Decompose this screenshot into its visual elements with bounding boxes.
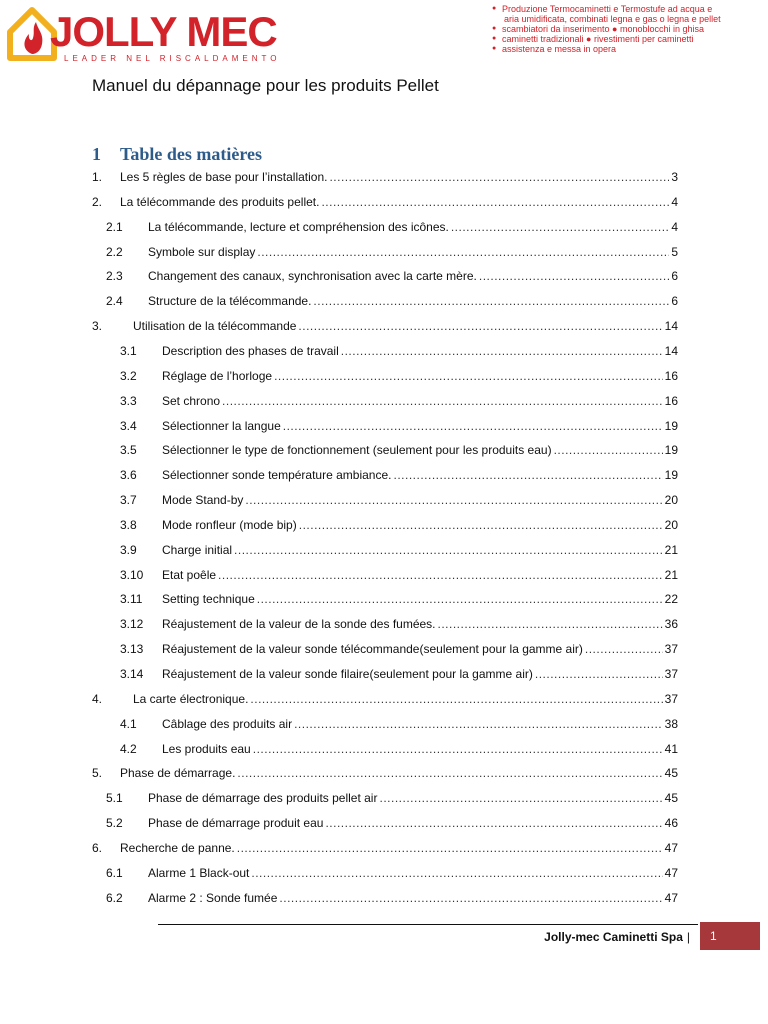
toc-leader-dots [479, 266, 669, 286]
toc-entry[interactable] [92, 689, 678, 709]
toc-entry-title: Symbole sur display [148, 244, 256, 259]
toc-entry-title: Phase de démarrage produit eau [148, 816, 324, 831]
toc-entry-page: 6 [671, 294, 678, 309]
toc-entry[interactable] [120, 341, 678, 361]
toc-entry-number: 2.3 [106, 269, 123, 284]
toc-entry-title: La télécommande, lecture et compréhension des icônes. [148, 219, 449, 234]
toc-leader-dots [222, 391, 663, 411]
toc-entry-page: 16 [664, 368, 678, 383]
toc-entry-title: Réajustement de la valeur de la sonde des fumées. [162, 617, 436, 632]
toc-entry-page: 4 [671, 194, 678, 209]
toc-entry[interactable] [92, 763, 678, 783]
toc-entry-number: 4. [92, 691, 103, 706]
toc-leader-dots [218, 565, 663, 585]
toc-heading-text: Table des matières [120, 144, 262, 164]
header-note: ● assistenza e messa in opera [492, 44, 754, 54]
footer-separator: | [686, 930, 690, 944]
toc-entry-page: 47 [664, 865, 678, 880]
toc-leader-dots [535, 664, 663, 684]
header-note: ● scambiatori da inserimento ● monoblocchi in ghisa [492, 24, 754, 34]
toc-leader-dots [257, 242, 669, 262]
toc-entry[interactable] [120, 366, 678, 386]
toc-entry-number: 2.2 [106, 244, 123, 259]
toc-entry-title: Alarme 1 Black-out [148, 865, 250, 880]
header-note: aria umidificata, combinati legna e gas o legna e pellet [504, 14, 721, 24]
toc-entry[interactable] [106, 242, 678, 262]
toc-entry[interactable] [120, 714, 678, 734]
toc-entry-page: 37 [664, 667, 678, 681]
toc-leader-dots [298, 316, 662, 336]
toc-entry-number: 1. [92, 170, 103, 184]
toc-leader-dots [274, 366, 663, 386]
toc-leader-dots [325, 813, 662, 833]
toc-entry[interactable] [120, 614, 678, 634]
toc-entry-title: Réglage de l’horloge [162, 368, 273, 383]
logo-wordmark: JOLLY MEC [50, 8, 277, 55]
toc-entry-page: 19 [664, 418, 678, 433]
toc-leader-dots [379, 788, 662, 808]
toc-entry[interactable] [120, 515, 678, 535]
footer-company-name: Jolly-mec Caminetti Spa [544, 930, 683, 944]
toc-entry-number: 3.14 [120, 667, 144, 681]
toc-entry[interactable] [92, 167, 678, 187]
toc-entry[interactable] [120, 540, 678, 560]
toc-entry[interactable] [120, 639, 678, 659]
toc-entry-page: 14 [664, 319, 678, 334]
toc-entry[interactable] [106, 888, 678, 908]
toc-entry-page: 37 [664, 642, 678, 657]
toc-leader-dots [250, 689, 662, 709]
toc-entry[interactable] [120, 664, 678, 684]
toc-leader-dots [585, 639, 663, 659]
toc-entry-title: Réajustement de la valeur sonde filaire(seulement pour la gamme air) [162, 667, 533, 681]
toc-entry-number: 3.3 [120, 393, 137, 408]
toc-entry[interactable] [120, 416, 678, 436]
toc-leader-dots [341, 341, 663, 361]
toc-entry-number: 5. [92, 766, 103, 781]
toc-entry-title: Les 5 règles de base pour l’installation. [120, 170, 328, 184]
toc-entry-page: 41 [664, 741, 678, 756]
toc-entry-page: 3 [671, 170, 678, 184]
toc-entry-number: 3.8 [120, 517, 137, 532]
toc-entry-title: Set chrono [162, 393, 221, 408]
toc-entry-title: Phase de démarrage. [120, 766, 236, 781]
toc-entry-page: 22 [664, 592, 678, 607]
toc-entry[interactable] [120, 565, 678, 585]
toc-leader-dots [245, 490, 662, 510]
toc-entry[interactable] [106, 217, 678, 237]
toc-entry-page: 4 [671, 219, 678, 234]
toc-entry-number: 6. [92, 840, 103, 855]
toc-entry-number: 5.1 [106, 791, 123, 806]
toc-entry-page: 37 [664, 691, 678, 706]
toc-entry-number: 3.9 [120, 542, 137, 557]
header-note: ● Produzione Termocaminetti e Termostufe ad acqua e [492, 4, 754, 14]
toc-entry[interactable] [106, 788, 678, 808]
toc-entry[interactable] [106, 266, 678, 286]
page-number-box [700, 922, 760, 950]
toc-entry-page: 20 [664, 517, 678, 532]
toc-entry[interactable] [92, 316, 678, 336]
toc-entry-title: La télécommande des produits pellet. [120, 194, 320, 209]
toc-heading [92, 144, 262, 165]
toc-entry-number: 3.1 [120, 343, 137, 358]
document-title: Manuel du dépannage pour les produits Pellet [92, 76, 439, 95]
toc-entry[interactable] [120, 440, 678, 460]
toc-entry-title: Utilisation de la télécommande [133, 319, 297, 334]
toc-leader-dots [554, 440, 663, 460]
toc-leader-dots [251, 863, 662, 883]
toc-entry-title: Etat poêle [162, 567, 217, 582]
toc-entry-page: 47 [664, 840, 678, 855]
toc-entry[interactable] [92, 838, 678, 858]
toc-entry-page: 19 [664, 443, 678, 458]
toc-entry-page: 14 [664, 343, 678, 358]
toc-leader-dots [438, 614, 663, 634]
toc-leader-dots [329, 167, 669, 187]
toc-entry-number: 5.2 [106, 816, 123, 831]
toc-entry-page: 45 [664, 791, 678, 806]
toc-entry-title: Réajustement de la valeur sonde télécommande(seulement pour la gamme air) [162, 642, 583, 657]
toc-entry[interactable] [92, 192, 678, 212]
toc-entry[interactable] [120, 589, 678, 609]
toc-entry-number: 4.1 [120, 716, 137, 731]
toc-entry-number: 3.2 [120, 368, 137, 383]
toc-entry-title: Les produits eau [162, 741, 251, 756]
toc-entry[interactable] [120, 391, 678, 411]
toc-entry[interactable] [120, 739, 678, 759]
toc-entry-page: 20 [664, 493, 678, 508]
toc-entry-title: Recherche de panne. [120, 840, 235, 855]
toc-entry-title: La carte électronique. [133, 691, 249, 706]
toc-entry-title: Mode Stand-by [162, 493, 244, 508]
toc-entry-title: Charge initial [162, 542, 233, 557]
toc-entry-number: 3.12 [120, 617, 144, 632]
toc-entry-page: 5 [671, 244, 678, 259]
toc-entry[interactable] [106, 291, 678, 311]
toc-entry-page: 36 [664, 617, 678, 632]
toc-leader-dots [283, 416, 663, 436]
toc-leader-dots [234, 540, 663, 560]
toc-entry[interactable] [120, 465, 678, 485]
toc-entry-page: 47 [664, 890, 678, 905]
toc-entry-number: 2.4 [106, 294, 123, 309]
toc-entry-number: 2. [92, 194, 103, 209]
toc-entry-title: Sélectionner la langue [162, 418, 281, 433]
toc-leader-dots [451, 217, 669, 237]
toc-entry-number: 2.1 [106, 219, 123, 234]
toc-entry-number: 3.10 [120, 567, 144, 582]
footer-company [544, 930, 690, 944]
toc-entry-title: Alarme 2 : Sonde fumée [148, 890, 278, 905]
toc-entry-page: 16 [664, 393, 678, 408]
toc-entry[interactable] [106, 863, 678, 883]
toc-entry-page: 6 [671, 269, 678, 284]
toc-entry-title: Phase de démarrage des produits pellet air [148, 791, 378, 806]
toc-leader-dots [321, 192, 669, 212]
footer-rule [158, 924, 698, 925]
toc-entry-page: 21 [664, 542, 678, 557]
header-note: ● caminetti tradizionali ● rivestimenti per caminetti [492, 34, 754, 44]
toc-heading-number: 1 [92, 144, 101, 164]
toc-entry-number: 3.6 [120, 468, 137, 483]
toc-entry-page: 45 [664, 766, 678, 781]
toc-entry-title: Description des phases de travail [162, 343, 339, 358]
toc-leader-dots [279, 888, 662, 908]
toc-entry-title: Changement des canaux, synchronisation avec la carte mère. [148, 269, 477, 284]
toc-entry-number: 3.5 [120, 443, 137, 458]
toc-entry-title: Câblage des produits air [162, 716, 293, 731]
toc-entry-number: 3.11 [120, 592, 143, 607]
toc-leader-dots [257, 589, 663, 609]
toc-entry-number: 3. [92, 319, 103, 334]
header-notes [492, 4, 754, 54]
toc-entry-number: 4.2 [120, 741, 137, 756]
toc-leader-dots [237, 763, 662, 783]
toc-entry-number: 3.7 [120, 493, 137, 508]
toc-leader-dots [294, 714, 663, 734]
toc-entry-page: 21 [664, 567, 678, 582]
toc-entry-page: 38 [664, 716, 678, 731]
toc-leader-dots [299, 515, 663, 535]
toc-entry-number: 6.1 [106, 865, 123, 880]
toc-entry-number: 3.4 [120, 418, 137, 433]
toc-leader-dots [393, 465, 662, 485]
toc-entry-title: Mode ronfleur (mode bip) [162, 517, 297, 532]
toc-entry-title: Structure de la télécommande. [148, 294, 312, 309]
toc-entry-title: Sélectionner le type de fonctionnement (seulement pour les produits eau) [162, 443, 552, 458]
toc-entry[interactable] [106, 813, 678, 833]
toc-entry-title: Setting technique [162, 592, 255, 607]
logo-tagline: LEADER NEL RISCALDAMENTO [64, 54, 281, 63]
toc-entry[interactable] [120, 490, 678, 510]
page-number: 1 [710, 929, 717, 943]
toc-entry-title: Sélectionner sonde température ambiance. [162, 468, 392, 483]
toc-entry-page: 46 [664, 816, 678, 831]
toc-leader-dots [253, 739, 663, 759]
toc-entry-number: 6.2 [106, 890, 123, 905]
company-logo [6, 4, 306, 64]
toc-leader-dots [313, 291, 669, 311]
toc-entry-number: 3.13 [120, 642, 144, 657]
toc-leader-dots [237, 838, 663, 858]
toc-entry-page: 19 [664, 468, 678, 483]
